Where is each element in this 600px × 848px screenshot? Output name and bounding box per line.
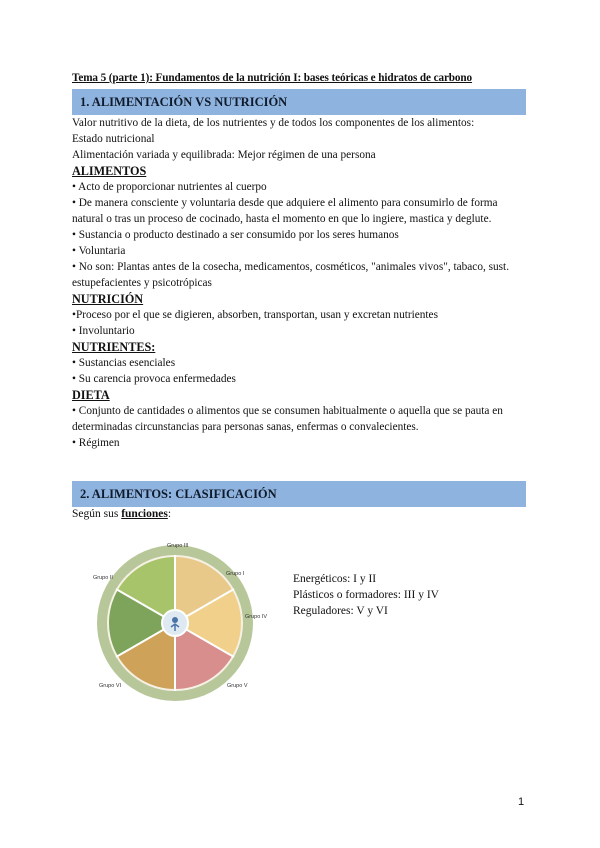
- subheading-nutrientes: NUTRIENTES:: [72, 340, 156, 354]
- intro-line: Alimentación variada y equilibrada: Mejor régimen de una persona: [72, 149, 376, 161]
- wheel-label: Grupo III: [167, 543, 189, 549]
- person-icon: [172, 617, 178, 623]
- wheel-label: Grupo V: [227, 683, 248, 689]
- wheel-label: Grupo VI: [99, 683, 122, 689]
- page-title: Tema 5 (parte 1): Fundamentos de la nutrición I: bases teóricas e hidratos de carbono: [72, 72, 473, 84]
- wheel-label: Grupo IV: [245, 614, 268, 620]
- wheel-label: Grupo II: [93, 575, 113, 581]
- subheading-alimentos: ALIMENTOS: [72, 164, 147, 178]
- list-item: • Su carencia provoca enfermedades: [72, 373, 236, 385]
- intro-keyword: funciones: [121, 508, 168, 520]
- list-item: • No son: Plantas antes de la cosecha, medicamentos, cosméticos, "animales vivos", tabaco, sust. estupefacientes y psicotrópicas: [72, 261, 510, 289]
- food-wheel-figure: [75, 535, 275, 705]
- section-heading-alimentacion: 1. ALIMENTACIÓN VS NUTRICIÓN: [72, 89, 526, 115]
- group-line: Energéticos: I y II: [293, 573, 377, 585]
- section-heading-clasificacion: 2. ALIMENTOS: CLASIFICACIÓN: [72, 481, 526, 507]
- list-item: • Acto de proporcionar nutrientes al cuerpo: [72, 181, 267, 193]
- subheading-dieta: DIETA: [72, 388, 110, 402]
- intro-suffix: :: [167, 508, 172, 520]
- group-line: Reguladores: V y VI: [293, 605, 388, 617]
- intro-prefix: Según sus: [72, 508, 122, 520]
- page-number: 1: [518, 796, 525, 808]
- classification-intro: [72, 508, 171, 520]
- list-item: • Conjunto de cantidades o alimentos que se consumen habitualmente o aquella que se pauta en determinadas circunstancias para personas sanas, enfermas o convalecientes.: [72, 405, 503, 433]
- group-line: Plásticos o formadores: III y IV: [293, 589, 439, 601]
- list-item: • Sustancias esenciales: [72, 357, 176, 369]
- subheading-nutricion: NUTRICIÓN: [72, 292, 144, 306]
- list-item: • Sustancia o producto destinado a ser consumido por los seres humanos: [72, 229, 399, 241]
- list-item: • Involuntario: [72, 325, 135, 337]
- wheel-label: Grupo I: [226, 571, 245, 577]
- list-item: •Proceso por el que se digieren, absorben, transportan, usan y excretan nutrientes: [72, 309, 438, 321]
- function-groups: [293, 571, 439, 619]
- list-item: • Régimen: [72, 437, 120, 449]
- intro-line: Estado nutricional: [72, 133, 155, 145]
- intro-line: Valor nutritivo de la dieta, de los nutrientes y de todos los componentes de los alimentos:: [72, 117, 475, 129]
- list-item: • Voluntaria: [72, 245, 126, 257]
- list-item: • De manera consciente y voluntaria desde que adquiere el alimento para consumirlo de forma natural o tras un proceso de cocinado, hasta el momento en que lo ingiere, mastica y deglute.: [72, 197, 498, 225]
- section1-body: [72, 115, 528, 451]
